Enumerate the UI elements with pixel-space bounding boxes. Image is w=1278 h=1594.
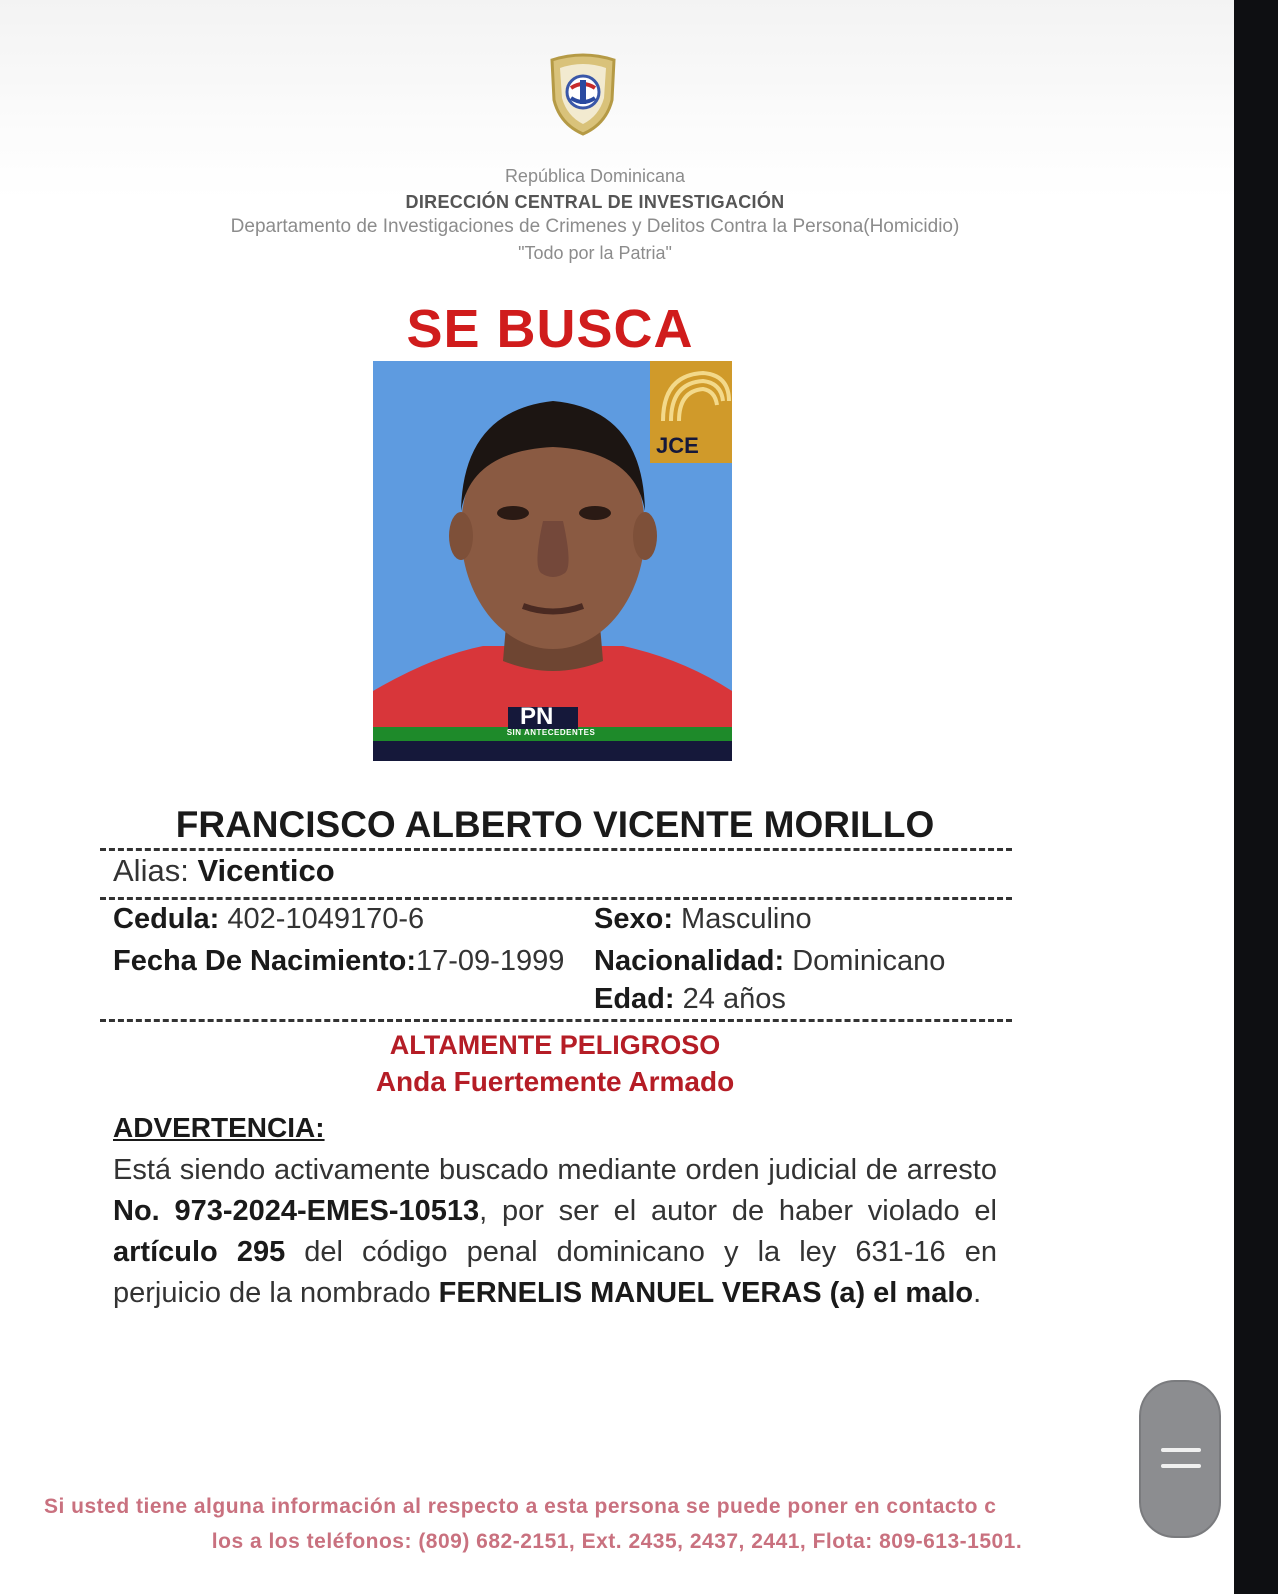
warning-body: [113, 1150, 997, 1314]
jce-badge: JCE: [656, 433, 699, 458]
age-value: 24 años: [682, 983, 786, 1015]
contact-line-2: los a los teléfonos: (809) 682-2151, Ext. 2435, 2437, 2441, Flota: 809-613-1501.: [211, 1530, 1023, 1553]
pn-badge: PN: [520, 703, 554, 730]
police-crest-logo: [542, 50, 624, 136]
armed-warning: Anda Fuertemente Armado: [375, 1066, 735, 1097]
nationality-row: [594, 945, 945, 978]
nationality-label: Nacionalidad:: [594, 945, 785, 977]
nationality-value: Dominicano: [792, 945, 946, 977]
alias-row: [113, 853, 335, 889]
dob-row: [113, 945, 564, 978]
warning-text-2: , por ser el autor de haber violado el: [479, 1195, 997, 1227]
penal-article: artículo 295: [113, 1236, 286, 1268]
cedula-row: [113, 903, 424, 936]
grip-line-icon: [1161, 1464, 1201, 1468]
danger-level: ALTAMENTE PELIGROSO: [389, 1030, 721, 1060]
header-country: República Dominicana: [504, 166, 686, 186]
divider: [100, 848, 1012, 851]
suspect-photo: [373, 361, 732, 761]
header-motto: "Todo por la Patria": [518, 243, 672, 263]
alias-label: Alias:: [113, 853, 189, 888]
warning-text-4: .: [973, 1277, 982, 1309]
suspect-portrait-image: [373, 361, 732, 761]
warning-text-3: del código penal dominicano y la ley 631-16 en perjuicio de la nombrado: [113, 1236, 997, 1309]
sexo-value: Masculino: [681, 903, 812, 935]
victim-name: FERNELIS MANUEL VERAS (a) el malo: [438, 1277, 974, 1309]
age-label: Edad:: [594, 983, 675, 1015]
header-directorate: DIRECCIÓN CENTRAL DE INVESTIGACIÓN: [405, 192, 785, 212]
scroll-handle[interactable]: [1139, 1380, 1221, 1538]
header-department: Departamento de Investigaciones de Crimenes y Delitos Contra la Persona(Homicidio): [230, 216, 960, 237]
contact-line-1: Si usted tiene alguna información al respecto a esta persona se puede poner en contacto c: [44, 1495, 997, 1518]
age-row: [594, 983, 786, 1016]
divider: [100, 897, 1012, 900]
warning-title: ADVERTENCIA:: [113, 1112, 325, 1143]
dob-label: Fecha De Nacimiento:: [113, 945, 416, 977]
wanted-title: SE BUSCA: [406, 299, 694, 359]
grip-line-icon: [1161, 1448, 1201, 1452]
alias-value: Vicentico: [197, 853, 335, 888]
dob-value: 17-09-1999: [415, 945, 565, 977]
arrest-order-number: No. 973-2024-EMES-10513: [113, 1195, 480, 1227]
sexo-row: [594, 903, 812, 936]
suspect-name: FRANCISCO ALBERTO VICENTE MORILLO: [175, 804, 935, 845]
pn-badge-subtext: SIN ANTECEDENTES: [506, 728, 596, 737]
divider: [100, 1019, 1012, 1022]
sexo-label: Sexo:: [594, 903, 673, 935]
cedula-value: 402-1049170-6: [227, 903, 425, 935]
cedula-label: Cedula:: [113, 903, 220, 935]
warning-text-1: Está siendo activamente buscado mediante orden judicial de arresto: [113, 1154, 997, 1186]
